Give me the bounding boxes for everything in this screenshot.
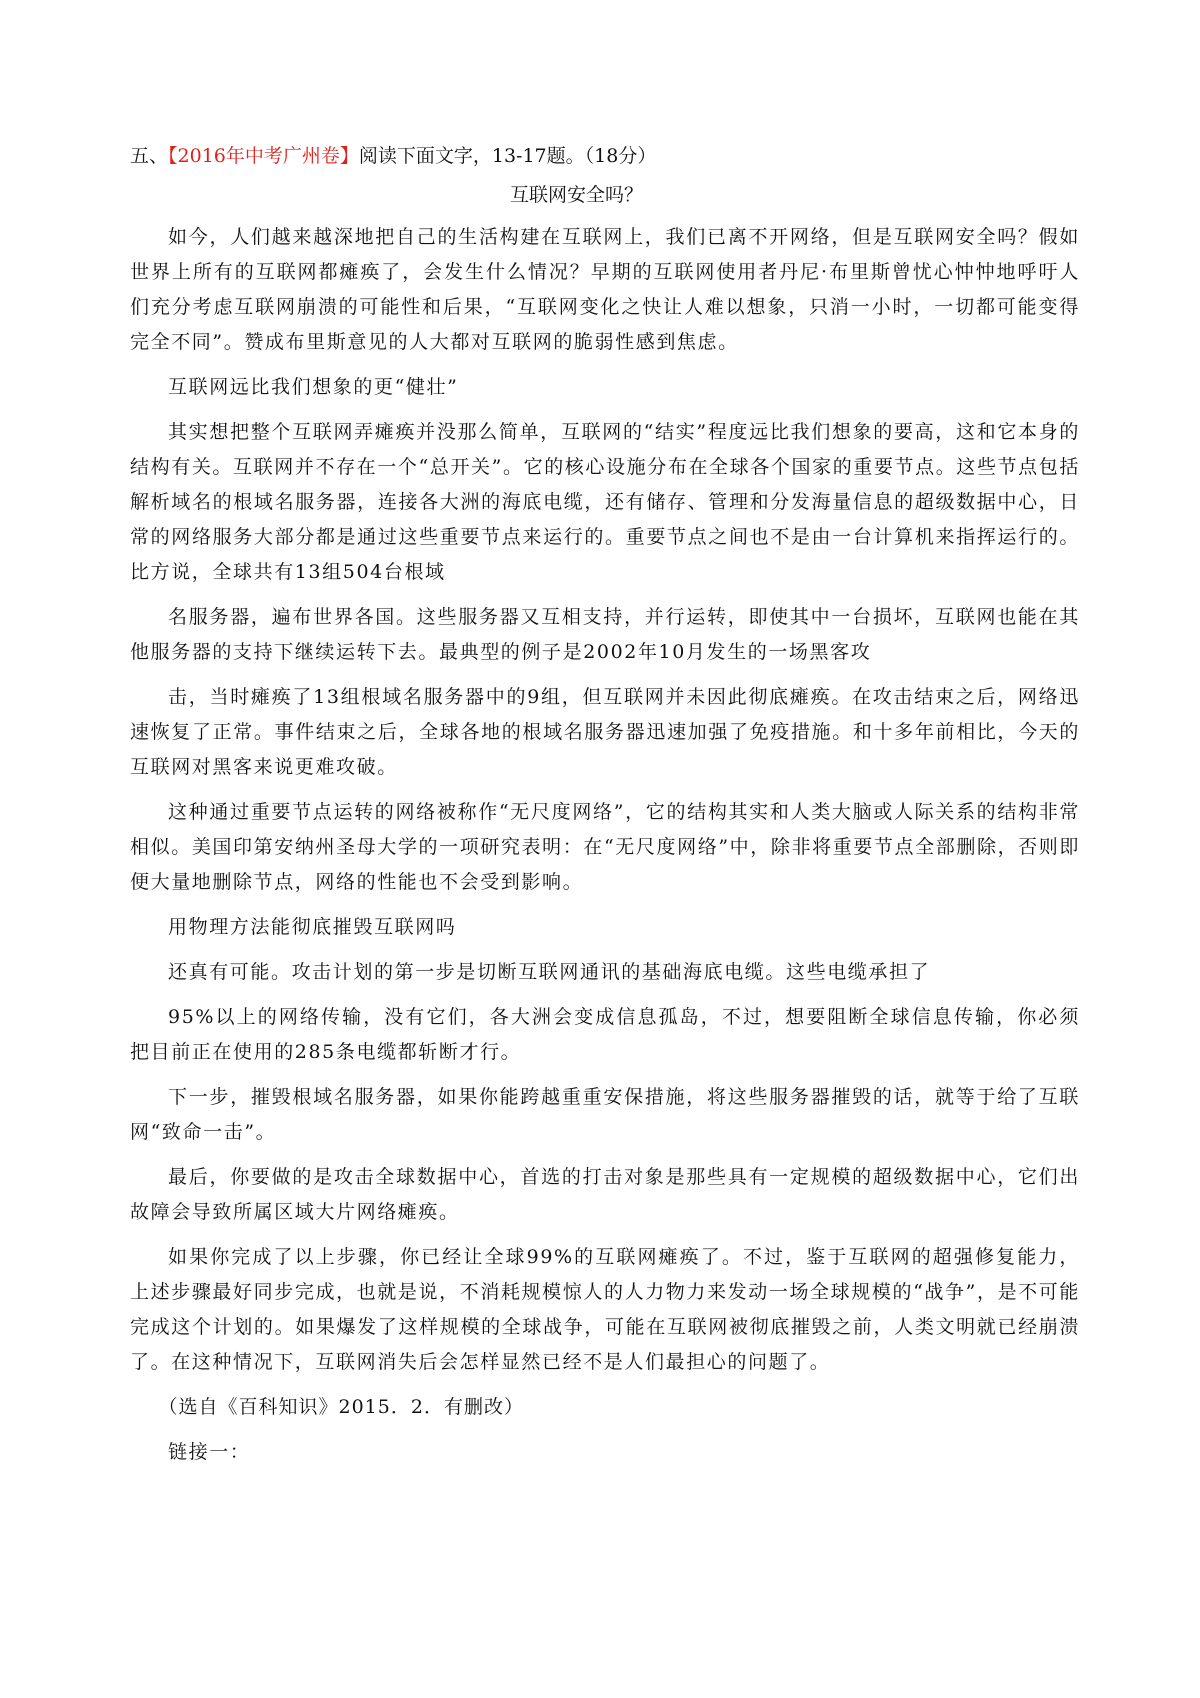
article-body (130, 220, 1080, 1380)
question-header (130, 140, 1080, 172)
article-title: 互联网安全吗？ (510, 184, 644, 206)
section-heading: 互联网远比我们想象的更“健壮” (168, 376, 459, 398)
article-paragraph: 95%以上的网络传输，没有它们，各大洲会变成信息孤岛，不过，想要阻断全球信息传输，你必须把目前正在使用的285条电缆都斩断才行。 (130, 1006, 1080, 1063)
article-source: （选自《百科知识》2015．2．有删改） (158, 1396, 524, 1418)
article-paragraph: 如果你完成了以上步骤，你已经让全球99%的互联网瘫痪了。不过，鉴于互联网的超强修复能力，上述步骤最好同步完成，也就是说，不消耗规模惊人的人力物力来发动一场全球规模的“战争”，是不可能完成这个计划的。如果爆发了这样规模的全球战争，可能在互联网被彻底摧毁之前，人类文明就已经崩溃了。在这种情况下，互联网消失后会怎样显然已经不是人们最担心的问题了。 (130, 1246, 1080, 1373)
article-paragraph: 名服务器，遍布世界各国。这些服务器又互相支持，并行运转，即使其中一台损坏，互联网也能在其他服务器的支持下继续运转下去。最典型的例子是2002年10月发生的一场黑客攻 (130, 606, 1080, 663)
question-number: 五、 (130, 145, 169, 167)
article-paragraph: 这种通过重要节点运转的网络被称作“无尺度网络”，它的结构其实和人类大脑或人际关系的结构非常相似。美国印第安纳州圣母大学的一项研究表明：在“无尺度网络”中，除非将重要节点全部删除，否则即便大量地删除节点，网络的性能也不会受到影响。 (130, 801, 1080, 893)
document-page (130, 140, 1080, 1470)
article-paragraph: 其实想把整个互联网弄瘫痪并没那么简单，互联网的“结实”程度远比我们想象的要高，这和它本身的结构有关。互联网并不存在一个“总开关”。它的核心设施分布在全球各个国家的重要节点。这些节点包括解析域名的根域名服务器，连接各大洲的海底电缆，还有储存、管理和分发海量信息的超级数据中心，日常的网络服务大部分都是通过这些重要节点来运行的。重要节点之间也不是由一台计算机来指挥运行的。比方说，全球共有13组504台根域 (130, 421, 1080, 583)
article-paragraph: 如今，人们越来越深地把自己的生活构建在互联网上，我们已离不开网络，但是互联网安全吗？假如世界上所有的互联网都瘫痪了，会发生什么情况？早期的互联网使用者丹尼·布里斯曾忧心忡忡地呼吁人们充分考虑互联网崩溃的可能性和后果，“互联网变化之快让人难以想象，只消一小时，一切都可能变得完全不同”。赞成布里斯意见的人大都对互联网的脆弱性感到焦虑。 (130, 226, 1080, 353)
article-paragraph: 还真有可能。攻击计划的第一步是切断互联网通讯的基础海底电缆。这些电缆承担了 (168, 961, 931, 983)
link-label: 链接一： (168, 1441, 251, 1463)
article-paragraph: 击，当时瘫痪了13组根域名服务器中的9组，但互联网并未因此彻底瘫痪。在攻击结束之后，网络迅速恢复了正常。事件结束之后，全球各地的根域名服务器迅速加强了免疫措施。和十多年前相比，今天的互联网对黑客来说更难攻破。 (130, 686, 1080, 778)
question-instruction: 阅读下面文字，13-17题。（18分） (358, 145, 657, 167)
article-paragraph: 下一步，摧毁根域名服务器，如果你能跨越重重安保措施，将这些服务器摧毁的话，就等于给了互联网“致命一击”。 (130, 1086, 1080, 1143)
article-paragraph: 最后，你要做的是攻击全球数据中心，首选的打击对象是那些具有一定规模的超级数据中心，它们出故障会导致所属区域大片网络瘫痪。 (130, 1166, 1080, 1223)
section-heading: 用物理方法能彻底摧毁互联网吗 (168, 916, 457, 938)
exam-source: 【2016年中考广州卷】 (168, 145, 359, 167)
